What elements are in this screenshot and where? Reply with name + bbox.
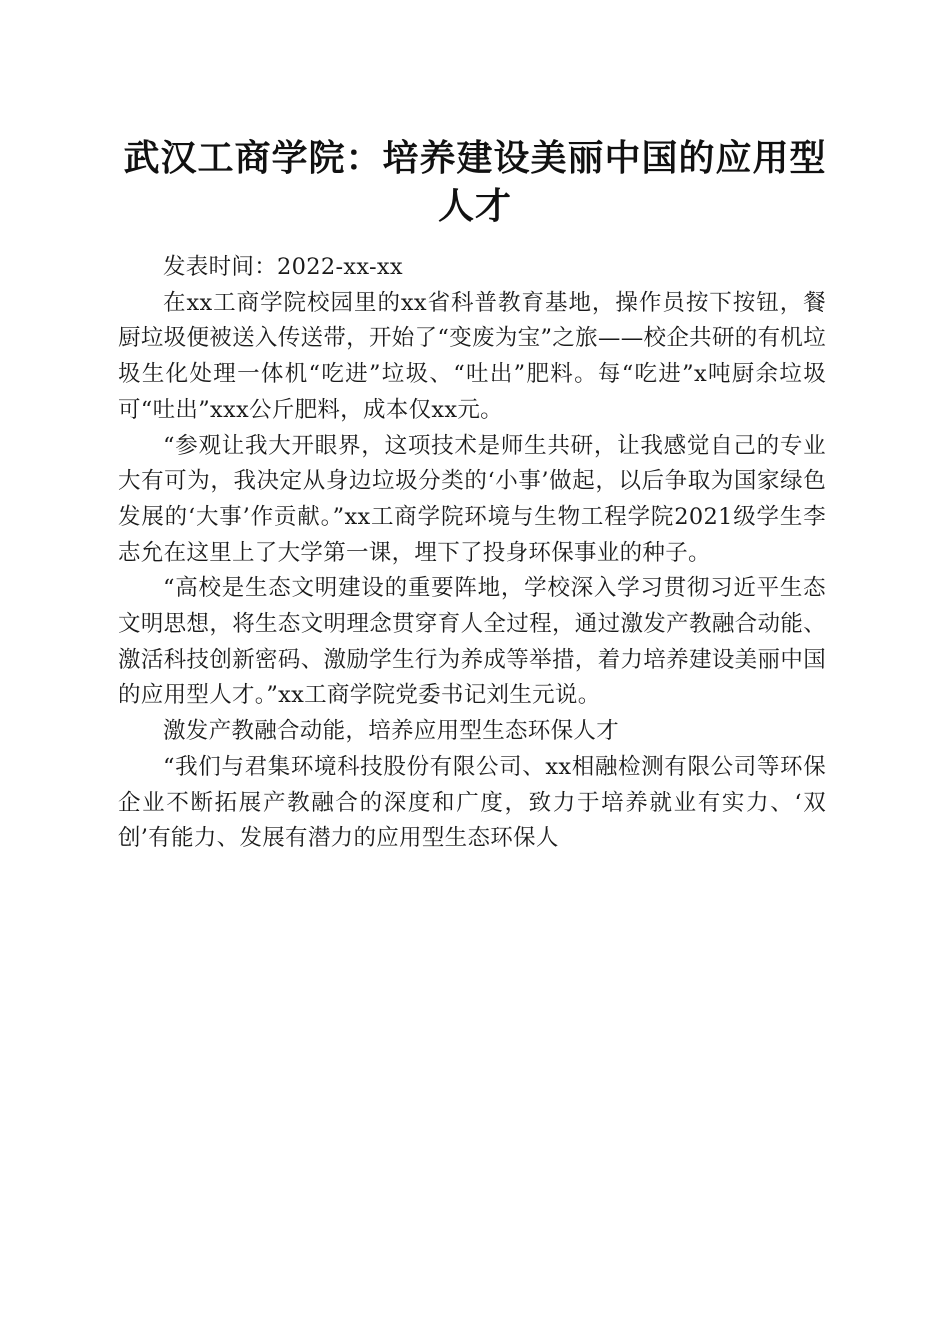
publish-time: 发表时间：2022-xx-xx (163, 254, 403, 280)
document-body (118, 250, 826, 857)
paragraph: “参观让我大开眼界，这项技术是师生共研，让我感觉自己的专业大有可为，我决定从身边垃圾分类的‘小事’做起，以后争取为国家绿色发展的‘大事’作贡献。”xx工商学院环境与生物工程学院2021级学生李志允在这里上了大学第一课，埋下了投身环保事业的种子。 (118, 432, 826, 566)
paragraph: 在xx工商学院校园里的xx省科普教育基地，操作员按下按钮，餐厨垃圾便被送入传送带，开始了“变废为宝”之旅——校企共研的有机垃圾生化处理一体机“吃进”垃圾、“吐出”肥料。每“吃进”x吨厨余垃圾可“吐出”xxx公斤肥料，成本仅xx元。 (118, 289, 826, 423)
paragraph: “我们与君集环境科技股份有限公司、xx相融检测有限公司等环保企业不断拓展产教融合的深度和广度，致力于培养就业有实力、‘双创’有能力、发展有潜力的应用型生态环保人 (118, 753, 826, 852)
section-heading: 激发产教融合动能，培养应用型生态环保人才 (163, 718, 620, 745)
paragraph: “高校是生态文明建设的重要阵地，学校深入学习贯彻习近平生态文明思想，将生态文明理念贯穿育人全过程，通过激发产教融合动能、激活科技创新密码、激励学生行为养成等举措，着力培养建设美丽中国的应用型人才。”xx工商学院党委书记刘生元说。 (118, 575, 826, 709)
document-title: 武汉工商学院：培养建设美丽中国的应用型人才 (123, 137, 827, 227)
